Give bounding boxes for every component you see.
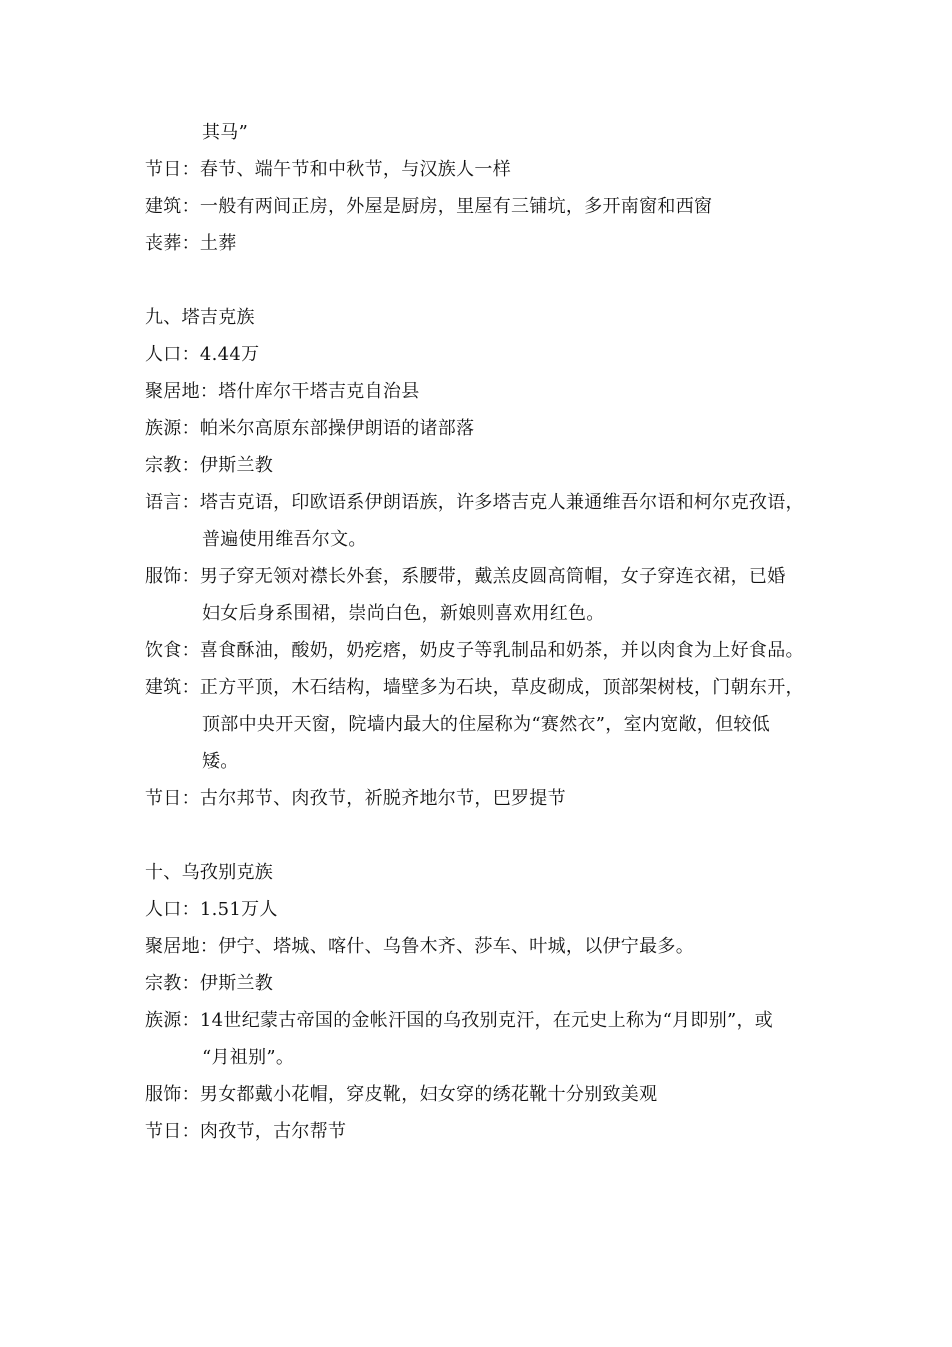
origin-line-continued: “月祖别”。 [202,1047,295,1068]
settlement-line: 聚居地：伊宁、塔城、喀什、乌鲁木齐、莎车、叶城，以伊宁最多。 [145,936,694,957]
festival-line: 节日：古尔邦节、肉孜节，祈脱齐地尔节，巴罗提节 [145,788,566,809]
intro-architecture: 建筑：一般有两间正房，外屋是厨房，里屋有三铺坑，多开南窗和西窗 [145,196,713,217]
architecture-line-continued: 顶部中央开天窗，院墙内最大的住屋称为“赛然衣”，室内宽敞，但较低 [202,714,771,735]
diet-line: 饮食：喜食酥油，酸奶，奶疙瘩，奶皮子等乳制品和奶茶，并以肉食为上好食品。 [145,640,804,661]
clothing-line: 服饰：男子穿无领对襟长外套，系腰带，戴羔皮圆高筒帽，女子穿连衣裙，已婚 [145,566,786,587]
intro-festival: 节日：春节、端午节和中秋节，与汉族人一样 [145,159,511,180]
settlement-line: 聚居地：塔什库尔干塔吉克自治县 [145,381,420,402]
language-line-continued: 普遍使用维吾尔文。 [202,529,367,550]
language-line: 语言：塔吉克语，印欧语系伊朗语族，许多塔吉克人兼通维吾尔语和柯尔克孜语， [145,492,804,513]
clothing-line: 服饰：男女都戴小花帽，穿皮靴，妇女穿的绣花靴十分别致美观 [145,1084,658,1105]
section-tajik [145,299,813,817]
section-heading: 十、乌孜别克族 [145,862,274,883]
intro-continuation: 其马” [202,122,249,143]
section-gap [145,817,813,854]
population-line: 人口：4.44万 [145,344,260,365]
section-gap [145,262,813,299]
architecture-line: 建筑：正方平顶，木石结构，墙壁多为石块，草皮砌成，顶部架树枝，门朝东开， [145,677,804,698]
religion-line: 宗教：伊斯兰教 [145,455,274,476]
section-uzbek [145,854,813,1150]
document-body [145,114,813,1150]
clothing-line-continued: 妇女后身系围裙，崇尚白色，新娘则喜欢用红色。 [202,603,605,624]
origin-line: 族源：14世纪蒙古帝国的金帐汗国的乌孜别克汗，在元史上称为“月即别”，或 [145,1010,774,1031]
intro-funeral: 丧葬：土葬 [145,233,237,254]
origin-line: 族源：帕米尔高原东部操伊朗语的诸部落 [145,418,475,439]
section-heading: 九、塔吉克族 [145,307,255,328]
population-line: 人口：1.51万人 [145,899,278,920]
architecture-line-continued-2: 矮。 [202,751,239,772]
festival-line: 节日：肉孜节，古尔帮节 [145,1121,347,1142]
religion-line: 宗教：伊斯兰教 [145,973,274,994]
